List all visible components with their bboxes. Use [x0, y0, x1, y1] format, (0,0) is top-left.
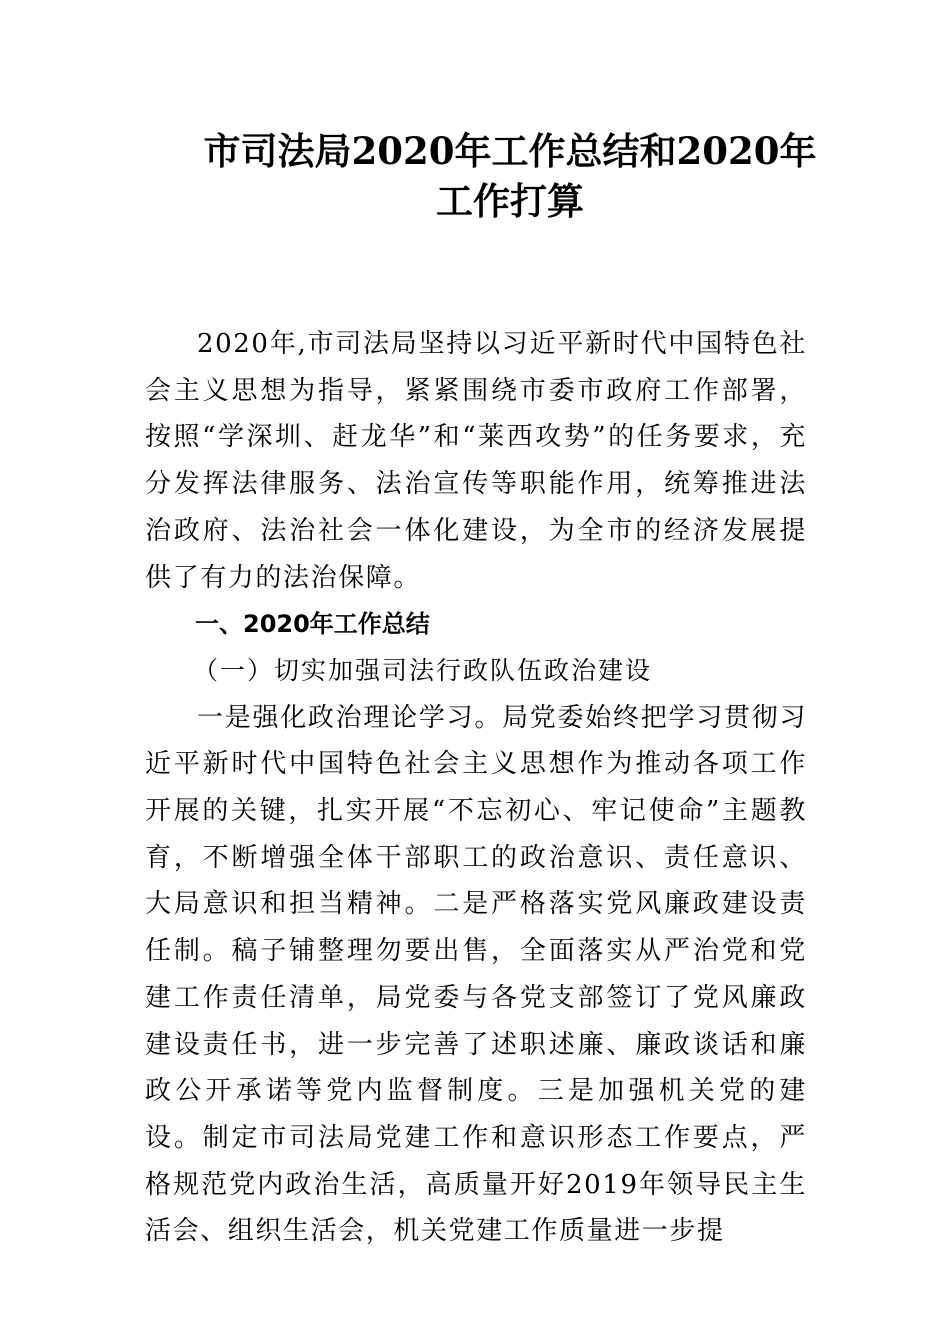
intro-paragraph: 2020年,市司法局坚持以习近平新时代中国特色社会主义思想为指导，紧紧围绕市委市政府工作部署，按照“学深圳、赶龙华”和“莱西攻势”的任务要求，充分发挥法律服务、法治宣传等职能作用，统筹推进法治政府、法治社会一体化建设，为全市的经济发展提供了有力的法治保障。 [145, 329, 807, 593]
document-title-line-2: 工作打算 [436, 179, 584, 223]
document-title [0, 126, 950, 226]
subsection-paragraph: 一是强化政治理论学习。局党委始终把学习贯彻习近平新时代中国特色社会主义思想作为推动各项工作开展的关键，扎实开展“不忘初心、牢记使命”主题教育，不断增强全体干部职工的政治意识、责任意识、大局意识和担当精神。二是严格落实党风廉政建设责任制。稿子铺整理勿要出售，全面落实从严治党和党建工作责任清单，局党委与各党支部签订了党风廉政建设责任书，进一步完善了述职述廉、廉政谈话和廉政公开承诺等党内监督制度。三是加强机关党的建设。制定市司法局党建工作和意识形态工作要点，严格规范党内政治生活，高质量开好2019年领导民主生活会、组织生活会，机关党建工作质量进一步提 [145, 702, 807, 1247]
document-body [145, 321, 807, 1255]
section-heading-work-summary: 一、2020年工作总结 [195, 610, 430, 639]
subsection-heading-political-construction: （一）切实加强司法行政队伍政治建设 [193, 655, 653, 685]
document-title-line-1: 市司法局2020年工作总结和2020年 [203, 129, 817, 173]
